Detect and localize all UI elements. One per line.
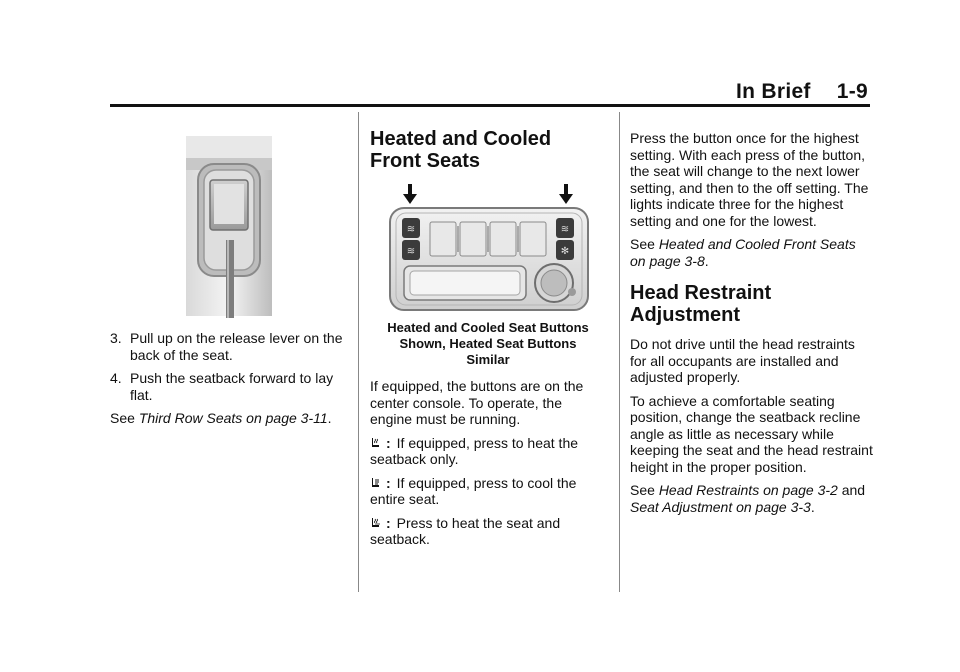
figure-caption	[370, 320, 606, 368]
seat-cool-text: If equipped, press to cool the entire seat.	[370, 474, 577, 507]
see1-prefix: See	[630, 236, 655, 252]
see-suffix: .	[327, 410, 332, 426]
page-header	[736, 80, 868, 104]
section-title: In Brief	[735, 80, 811, 103]
step-3	[110, 330, 348, 363]
seatback-heat-text: If equipped, press to heat the seatback only.	[370, 434, 579, 467]
see-prefix: See	[110, 410, 135, 426]
column-3	[630, 130, 875, 522]
svg-text:≋: ≋	[406, 246, 416, 257]
press-button-paragraph: Press the button once for the highest setting. With each press of the button, the seat will change to the next lower setting, and then to the off setting. The lights indicate three for the highest setting and one for the lowest.	[630, 130, 869, 229]
intro-paragraph: If equipped, the buttons are on the center console. To operate, the engine must be running.	[370, 378, 584, 427]
svg-text:≋: ≋	[560, 224, 570, 235]
caption-line-1: Heated and Cooled Seat Buttons	[387, 320, 589, 335]
seat-heat-text: Press to heat the seat and seatback.	[370, 514, 561, 547]
see-reference-head-restraints	[630, 482, 875, 515]
see-reference	[110, 410, 348, 427]
column-divider-1	[358, 112, 359, 592]
see-reference-heated-seats	[630, 236, 875, 269]
step-4-text: Push the seatback forward to lay flat.	[130, 370, 334, 403]
caption-line-3: Similar	[466, 352, 510, 367]
see2-suffix: .	[810, 498, 815, 515]
seat-buttons-illustration	[370, 182, 606, 314]
seat-release-lever-illustration	[110, 130, 348, 320]
see-link-head-restraints[interactable]: Head Restraints on page 3-2	[658, 482, 838, 498]
page-number: 1-9	[836, 80, 868, 103]
step-3-number: 3.	[110, 330, 122, 346]
seatback-heat-item	[370, 435, 606, 468]
seat-heat-item	[370, 515, 606, 548]
header-rule	[110, 104, 870, 107]
column-2	[370, 128, 606, 555]
column-1	[110, 130, 348, 434]
step-4-number: 4.	[110, 370, 122, 386]
step-4	[110, 370, 348, 403]
see-link-seat-adjustment[interactable]: Seat Adjustment on page 3-3	[630, 498, 811, 515]
item-1-colon: :	[386, 434, 391, 451]
item-3-colon: :	[386, 514, 391, 531]
see2-prefix: See	[630, 482, 655, 498]
column-divider-2	[619, 112, 620, 592]
heading-head-restraint: Head Restraint Adjustment	[630, 282, 772, 326]
svg-text:≋: ≋	[406, 224, 416, 235]
seat-cool-item	[370, 475, 606, 508]
step-3-text: Pull up on the release lever on the back of the seat.	[130, 330, 343, 363]
item-2-colon: :	[386, 474, 391, 491]
heading-heated-cooled-seats: Heated and Cooled Front Seats	[370, 128, 552, 172]
seatback-heat-icon	[370, 437, 382, 449]
comfortable-position-paragraph: To achieve a comfortable seating position, change the seatback recline angle as little as necessary while keeping the seat and the head restraint height in the proper position.	[630, 392, 873, 475]
caption-line-2: Shown, Heated Seat Buttons	[399, 336, 577, 351]
see-link-heated-cooled-seats[interactable]: Heated and Cooled Front Seats on page 3-8	[630, 236, 856, 269]
seat-heat-icon	[370, 517, 382, 529]
see-link-third-row-seats[interactable]: Third Row Seats on page 3-11	[138, 410, 328, 426]
seat-cool-icon	[370, 477, 382, 489]
see1-suffix: .	[704, 252, 709, 269]
head-restraint-warning: Do not drive until the head restraints for all occupants are installed and adjusted properly.	[630, 336, 855, 385]
see2-and: and	[841, 482, 866, 498]
svg-text:✻: ✻	[560, 246, 570, 257]
